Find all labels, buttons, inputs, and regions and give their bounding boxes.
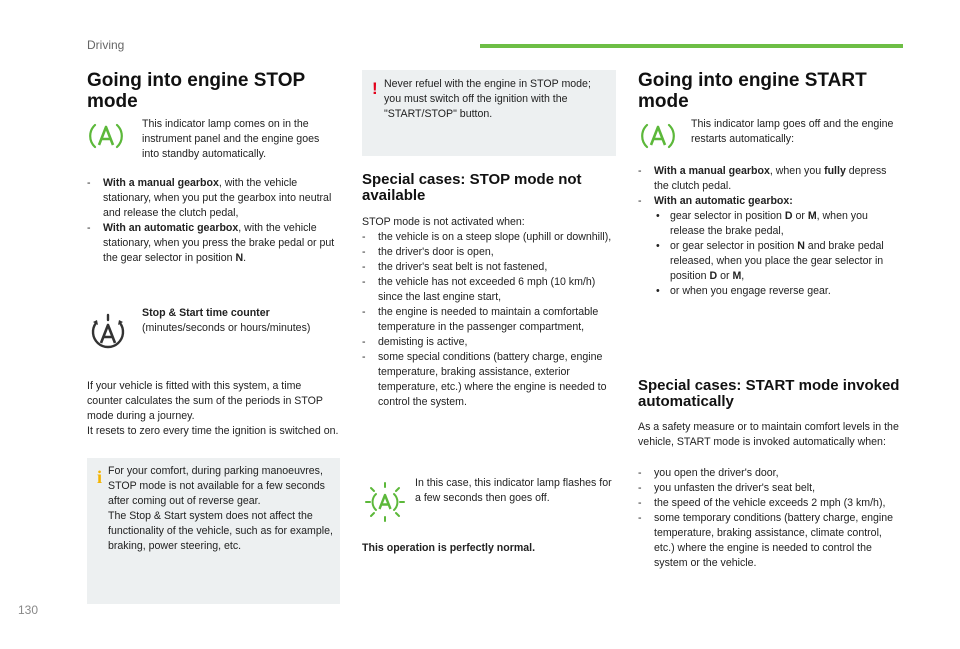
flash-lamp-text: In this case, this indicator lamp flashes for a few seconds then goes off. <box>415 477 612 504</box>
info-paragraph: The Stop & Start system does not affect the functionality of the vehicle, such as for example, braking, power steering, etc. <box>108 510 333 552</box>
section-accent-bar <box>480 44 903 48</box>
info-paragraph: For your comfort, during parking manoeuvres, STOP mode is not available for a few seconds after coming out of reverse gear. <box>108 465 325 507</box>
list-item: - the engine is needed to maintain a comfortable temperature in the passenger compartment, <box>362 305 616 335</box>
timer-description: If your vehicle is fitted with this system, a time counter calculates the sum of the periods in STOP mode during a journey. It resets to zero every time the ignition is switched on. <box>87 380 339 437</box>
list-item: - the driver's seat belt is not fastened, <box>362 260 616 275</box>
list-item: - the vehicle is on a steep slope (uphill or downhill), <box>362 230 616 245</box>
start-special-cases-title: Special cases: START mode invoked automatically <box>638 377 900 410</box>
start-conditions-list <box>638 164 902 299</box>
timer-heading: Stop & Start time counter (minutes/seconds or hours/minutes) <box>142 307 311 334</box>
engine-start-indicator-icon <box>638 116 678 156</box>
normal-operation-note: This operation is perfectly normal. <box>362 542 536 554</box>
start-lamp-text: This indicator lamp goes off and the engine restarts automatically: <box>691 118 894 145</box>
automatic-gearbox-list <box>654 209 902 299</box>
info-box <box>87 458 340 604</box>
list-item: - With a manual gearbox, when you fully depress the clutch pedal. <box>638 164 902 194</box>
stop-special-cases-title: Special cases: STOP mode not available <box>362 171 582 204</box>
stop-special-list <box>362 230 616 410</box>
stop-special-intro: STOP mode is not activated when: <box>362 216 525 228</box>
start-mode-title: Going into engine START mode <box>638 70 867 112</box>
list-item: • or gear selector in position N and brake pedal released, when you place the gear selector in position D or M, <box>654 239 902 284</box>
list-item: - With a manual gearbox, with the vehicle stationary, when you put the gearbox into neutral and release the clutch pedal, <box>87 176 337 221</box>
warning-icon: ! <box>372 79 378 98</box>
start-special-intro: As a safety measure or to maintain comfort levels in the vehicle, START mode is invoked automatically when: <box>638 421 899 448</box>
list-item: - you open the driver's door, <box>638 466 900 481</box>
engine-stop-indicator-icon <box>86 116 126 156</box>
list-item: - With an automatic gearbox: • gear selector in position D or M, when you release the brake pedal, • or gear selector in position N and brake pedal released, when you place the gear selector in position D or M, • or when you engage reverse gear. <box>638 194 902 299</box>
list-item: - the speed of the vehicle exceeds 2 mph (3 km/h), <box>638 496 900 511</box>
list-item: • or when you engage reverse gear. <box>654 284 902 299</box>
start-special-list <box>638 466 900 571</box>
section-label: Driving <box>87 38 125 52</box>
list-item: - demisting is active, <box>362 335 616 350</box>
list-item: - you unfasten the driver's seat belt, <box>638 481 900 496</box>
stop-start-timer-icon <box>88 312 128 352</box>
warning-text: Never refuel with the engine in STOP mode; you must switch off the ignition with the "START/STOP" button. <box>384 78 591 120</box>
list-item: - the vehicle has not exceeded 6 mph (10 km/h) since the last engine start, <box>362 275 616 305</box>
stop-lamp-text: This indicator lamp comes on in the instrument panel and the engine goes into standby automatically. <box>142 118 320 160</box>
list-item: - some special conditions (battery charge, engine temperature, braking assistance, exterior temperature, etc.) where the engine is needed to control the system. <box>362 350 616 410</box>
page-number: 130 <box>18 603 39 617</box>
info-icon: i <box>97 467 103 487</box>
list-item: • gear selector in position D or M, when you release the brake pedal, <box>654 209 902 239</box>
flashing-stop-indicator-icon <box>364 481 406 523</box>
list-item: - With an automatic gearbox, with the vehicle stationary, when you press the brake pedal or put the gear selector in position N. <box>87 221 337 266</box>
list-item: - the driver's door is open, <box>362 245 616 260</box>
list-item: - some temporary conditions (battery charge, engine temperature, braking assistance, climate control, etc.) where the engine is needed to control the system or the vehicle. <box>638 511 900 571</box>
stop-conditions-list <box>87 176 337 266</box>
warning-box <box>362 70 616 156</box>
stop-mode-title: Going into engine STOP mode <box>87 70 305 112</box>
